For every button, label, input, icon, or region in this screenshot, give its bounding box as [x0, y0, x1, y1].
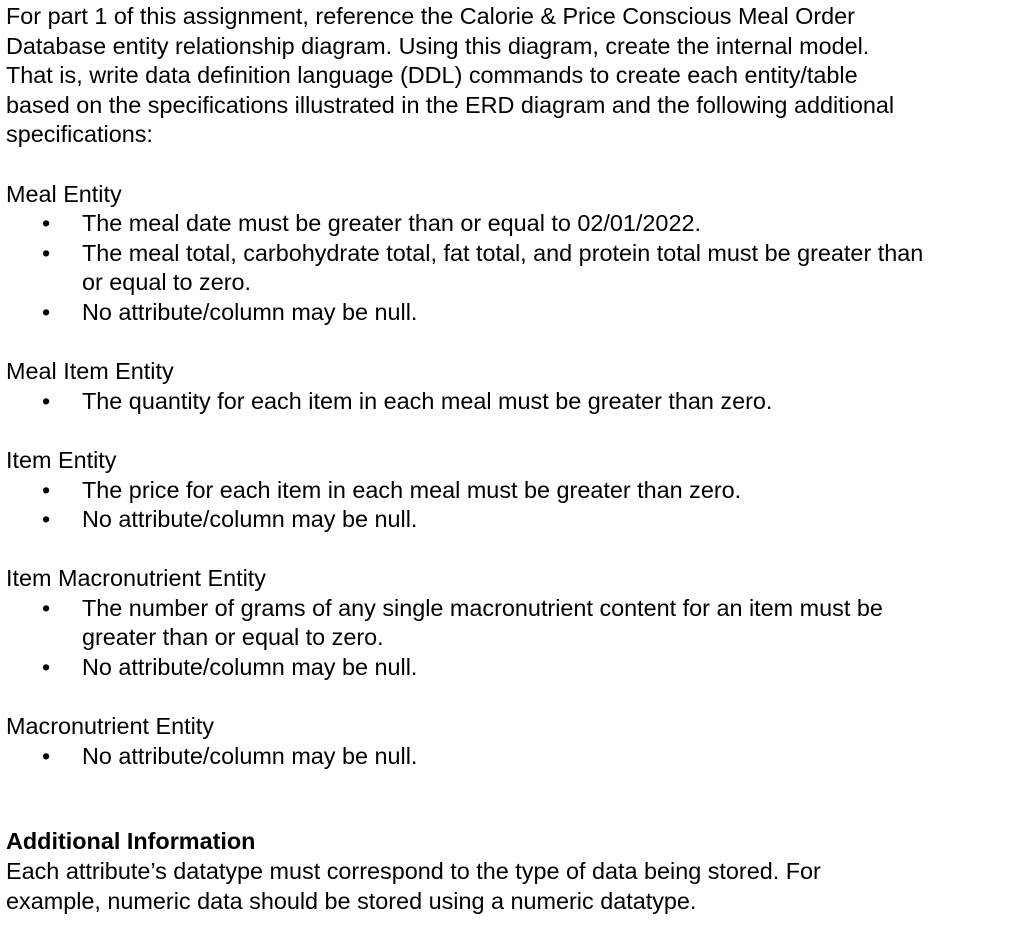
section-macronutrient-entity [6, 712, 1018, 771]
section-meal-entity [6, 180, 1018, 328]
bullet-icon: • [42, 506, 51, 533]
list-item [6, 298, 1018, 328]
list-item-text: The quantity for each item in each meal must be greater than zero. [82, 387, 773, 414]
list-item-text: No attribute/column may be null. [82, 654, 418, 681]
section-title: Meal Entity [6, 180, 122, 207]
list-item [6, 653, 1018, 683]
spacer [6, 771, 1018, 827]
list-item [6, 505, 1018, 535]
bullet-icon: • [42, 742, 51, 769]
list-item-text: No attribute/column may be null. [82, 742, 418, 769]
section-additional-information [6, 827, 1018, 916]
list-item-text: No attribute/column may be null. [82, 298, 418, 325]
additional-title: Additional Information [6, 828, 256, 855]
list-item [6, 742, 1018, 772]
spacer [6, 150, 1018, 180]
list-item-text: No attribute/column may be null. [82, 506, 418, 533]
spacer [6, 683, 1018, 713]
spacer [6, 416, 1018, 446]
spacer [6, 535, 1018, 565]
section-title: Item Entity [6, 446, 117, 473]
section-title: Meal Item Entity [6, 358, 174, 385]
section-title: Macronutrient Entity [6, 713, 215, 740]
bullet-list [6, 594, 1018, 683]
bullet-list [6, 476, 1018, 535]
list-item [6, 594, 1018, 653]
section-meal-item-entity [6, 357, 1018, 416]
list-item [6, 476, 1018, 506]
spacer [6, 328, 1018, 358]
list-item-text: The meal date must be greater than or equal to 02/01/2022. [82, 210, 701, 237]
bullet-list [6, 742, 1018, 772]
list-item [6, 387, 1018, 417]
list-item-text: The price for each item in each meal must be greater than zero. [82, 476, 742, 503]
bullet-icon: • [42, 594, 51, 621]
bullet-icon: • [42, 476, 51, 503]
bullet-icon: • [42, 239, 51, 266]
bullet-icon: • [42, 298, 51, 325]
section-item-entity [6, 446, 1018, 535]
bullet-icon: • [42, 654, 51, 681]
bullet-icon: • [42, 387, 51, 414]
list-item-text: The number of grams of any single macronutrient content for an item must be greater than or equal to zero. [82, 594, 883, 651]
bullet-icon: • [42, 210, 51, 237]
intro-paragraph: For part 1 of this assignment, reference the Calorie & Price Conscious Meal Order Database entity relationship diagram. Using this diagram, create the internal model. That is, write data definition language (DDL) commands to create each entity/table based on the specifications illustrated in the ERD diagram and the following additional specifications: [6, 3, 895, 148]
list-item [6, 209, 1018, 239]
list-item-text: The meal total, carbohydrate total, fat total, and protein total must be greater than or equal to zero. [82, 239, 924, 296]
section-title: Item Macronutrient Entity [6, 565, 266, 592]
section-item-macronutrient-entity [6, 564, 1018, 682]
list-item [6, 239, 1018, 298]
bullet-list [6, 209, 1018, 327]
document-body [6, 2, 1018, 916]
bullet-list [6, 387, 1018, 417]
additional-text: Each attribute’s datatype must correspond to the type of data being stored. For example, numeric data should be stored using a numeric datatype. [6, 858, 821, 914]
